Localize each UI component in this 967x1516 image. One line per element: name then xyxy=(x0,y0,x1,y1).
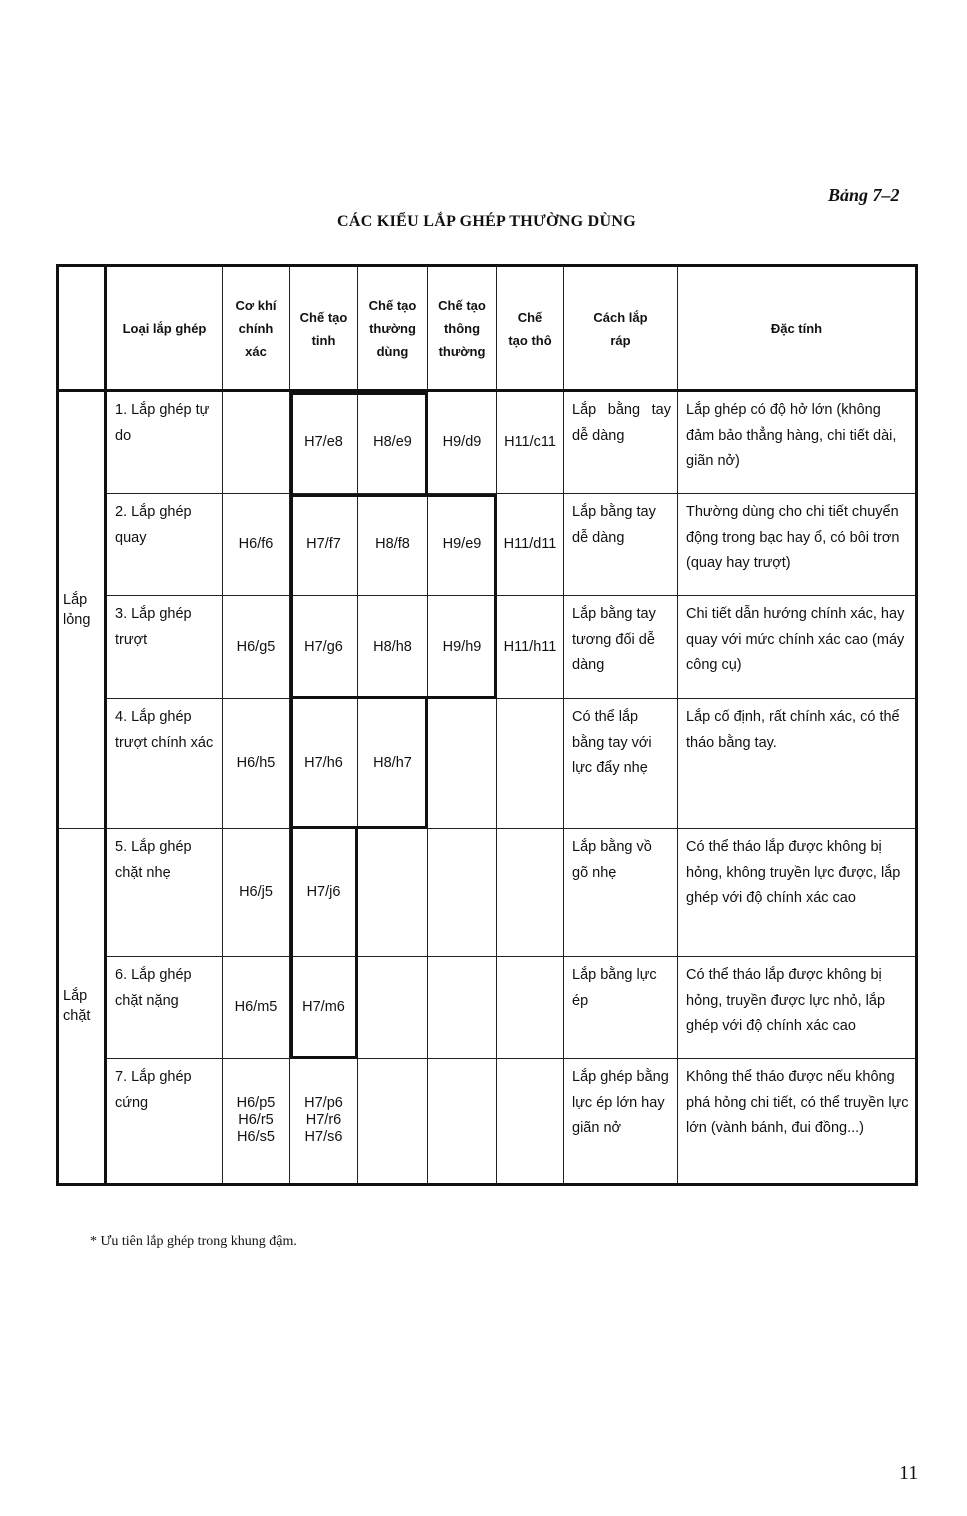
row1-precision: H7/e8 xyxy=(290,392,358,494)
row1-mech xyxy=(223,392,290,494)
row1-common: H8/e9 xyxy=(358,392,428,494)
header-mech: Cơ khí chính xác xyxy=(223,267,290,391)
row1-rough: H11/c11 xyxy=(497,392,564,494)
row7-precision-line1: H7/p6 xyxy=(304,1095,343,1111)
header-precision: Chế tạo tinh xyxy=(290,267,358,391)
row4-precision: H7/h6 xyxy=(290,699,358,829)
row7-assembly: Lắp ghép bằng lực ép lớn hay giãn nở xyxy=(564,1059,678,1183)
row2-name: 2. Lắp ghép quay xyxy=(107,494,223,596)
row6-ordinary xyxy=(428,957,497,1059)
row1-assembly: Lắp bằng tay dễ dàng xyxy=(564,392,678,494)
row2-ordinary: H9/e9 xyxy=(428,494,497,596)
row4-feature: Lắp cố định, rất chính xác, có thể tháo bằng tay. xyxy=(678,699,915,829)
row7-mech xyxy=(223,1059,290,1183)
row2-feature: Thường dùng cho chi tiết chuyển động trong bạc hay ổ, có bôi trơn (quay hay trượt) xyxy=(678,494,915,596)
row5-name: 5. Lắp ghép chặt nhẹ xyxy=(107,829,223,957)
row5-rough xyxy=(497,829,564,957)
row7-mech-line3: H6/s5 xyxy=(237,1129,275,1145)
row3-common: H8/h8 xyxy=(358,596,428,699)
row7-feature: Không thể tháo được nếu không phá hỏng chi tiết, có thể truyền lực lớn (vành bánh, đui đồng...) xyxy=(686,1069,909,1136)
row5-common xyxy=(358,829,428,957)
row7-ordinary xyxy=(428,1059,497,1183)
row1-feature: Lắp ghép có độ hở lớn (không đảm bảo thẳng hàng, chi tiết dài, giãn nở) xyxy=(678,392,915,494)
row7-mech-line2: H6/r5 xyxy=(238,1112,274,1128)
row5-feature: Có thể tháo lắp được không bị hỏng, không truyền lực được, lắp ghép với độ chính xác cao xyxy=(678,829,915,957)
row7-precision-line2: H7/r6 xyxy=(305,1112,342,1128)
row4-ordinary xyxy=(428,699,497,829)
row7-common xyxy=(358,1059,428,1183)
row4-assembly: Có thể lắp bằng tay với lực đẩy nhẹ xyxy=(564,699,678,829)
row5-ordinary xyxy=(428,829,497,957)
row1-ordinary: H9/d9 xyxy=(428,392,497,494)
row3-precision: H7/g6 xyxy=(290,596,358,699)
row6-common xyxy=(358,957,428,1059)
footnote: * Ưu tiên lắp ghép trong khung đậm. xyxy=(90,1234,297,1249)
row2-precision: H7/f7 xyxy=(290,494,358,596)
row3-feature: Chi tiết dẫn hướng chính xác, hay quay với mức chính xác cao (máy công cụ) xyxy=(678,596,915,699)
row3-mech: H6/g5 xyxy=(223,596,290,699)
header-feature: Đặc tính xyxy=(678,267,915,391)
row6-assembly: Lắp bằng lực ép xyxy=(564,957,678,1059)
group-tight: Lắp chặt xyxy=(59,829,107,1183)
row7-rough xyxy=(497,1059,564,1183)
row6-feature: Có thể tháo lắp được không bị hỏng, truyền được lực nhỏ, lắp ghép với độ chính xác cao xyxy=(678,957,915,1059)
row3-assembly: Lắp bằng tay tương đối dễ dàng xyxy=(564,596,678,699)
page-title: CÁC KIỂU LẮP GHÉP THƯỜNG DÙNG xyxy=(337,213,636,230)
row4-common: H8/h7 xyxy=(358,699,428,829)
header-type: Loại lắp ghép xyxy=(107,267,223,391)
row4-name: 4. Lắp ghép trượt chính xác xyxy=(107,699,223,829)
group-loose: Lắp lỏng xyxy=(59,392,107,829)
row6-rough xyxy=(497,957,564,1059)
fits-table xyxy=(56,264,918,1186)
row2-rough: H11/d11 xyxy=(497,494,564,596)
row7-name: 7. Lắp ghép cứng xyxy=(107,1059,223,1183)
row6-mech: H6/m5 xyxy=(223,957,290,1059)
row5-mech: H6/j5 xyxy=(223,829,290,957)
row2-common: H8/f8 xyxy=(358,494,428,596)
header-rough: Chế tạo thô xyxy=(497,267,564,391)
header-blank xyxy=(59,267,107,391)
table-reference: Bảng 7–2 xyxy=(828,185,900,205)
row7-precision-line3: H7/s6 xyxy=(304,1129,343,1145)
header-assembly: Cách lắp ráp xyxy=(564,267,678,391)
row3-name: 3. Lắp ghép trượt xyxy=(107,596,223,699)
row5-assembly: Lắp bằng vồ gõ nhẹ xyxy=(564,829,678,957)
row5-precision: H7/j6 xyxy=(290,829,358,957)
row7-mech-line1: H6/p5 xyxy=(236,1095,276,1111)
row1-name: 1. Lắp ghép tự do xyxy=(107,392,223,494)
row6-precision: H7/m6 xyxy=(290,957,358,1059)
row6-name: 6. Lắp ghép chặt nặng xyxy=(107,957,223,1059)
row3-ordinary: H9/h9 xyxy=(428,596,497,699)
row4-rough xyxy=(497,699,564,829)
row3-rough: H11/h11 xyxy=(497,596,564,699)
row2-assembly: Lắp bằng tay dễ dàng xyxy=(564,494,678,596)
header-ordinary: Chế tạo thông thường xyxy=(428,267,497,391)
header-common: Chế tạo thường dùng xyxy=(358,267,428,391)
row4-mech: H6/h5 xyxy=(223,699,290,829)
row7-precision xyxy=(290,1059,358,1183)
row2-mech: H6/f6 xyxy=(223,494,290,596)
page-number: 11 xyxy=(899,1462,919,1484)
